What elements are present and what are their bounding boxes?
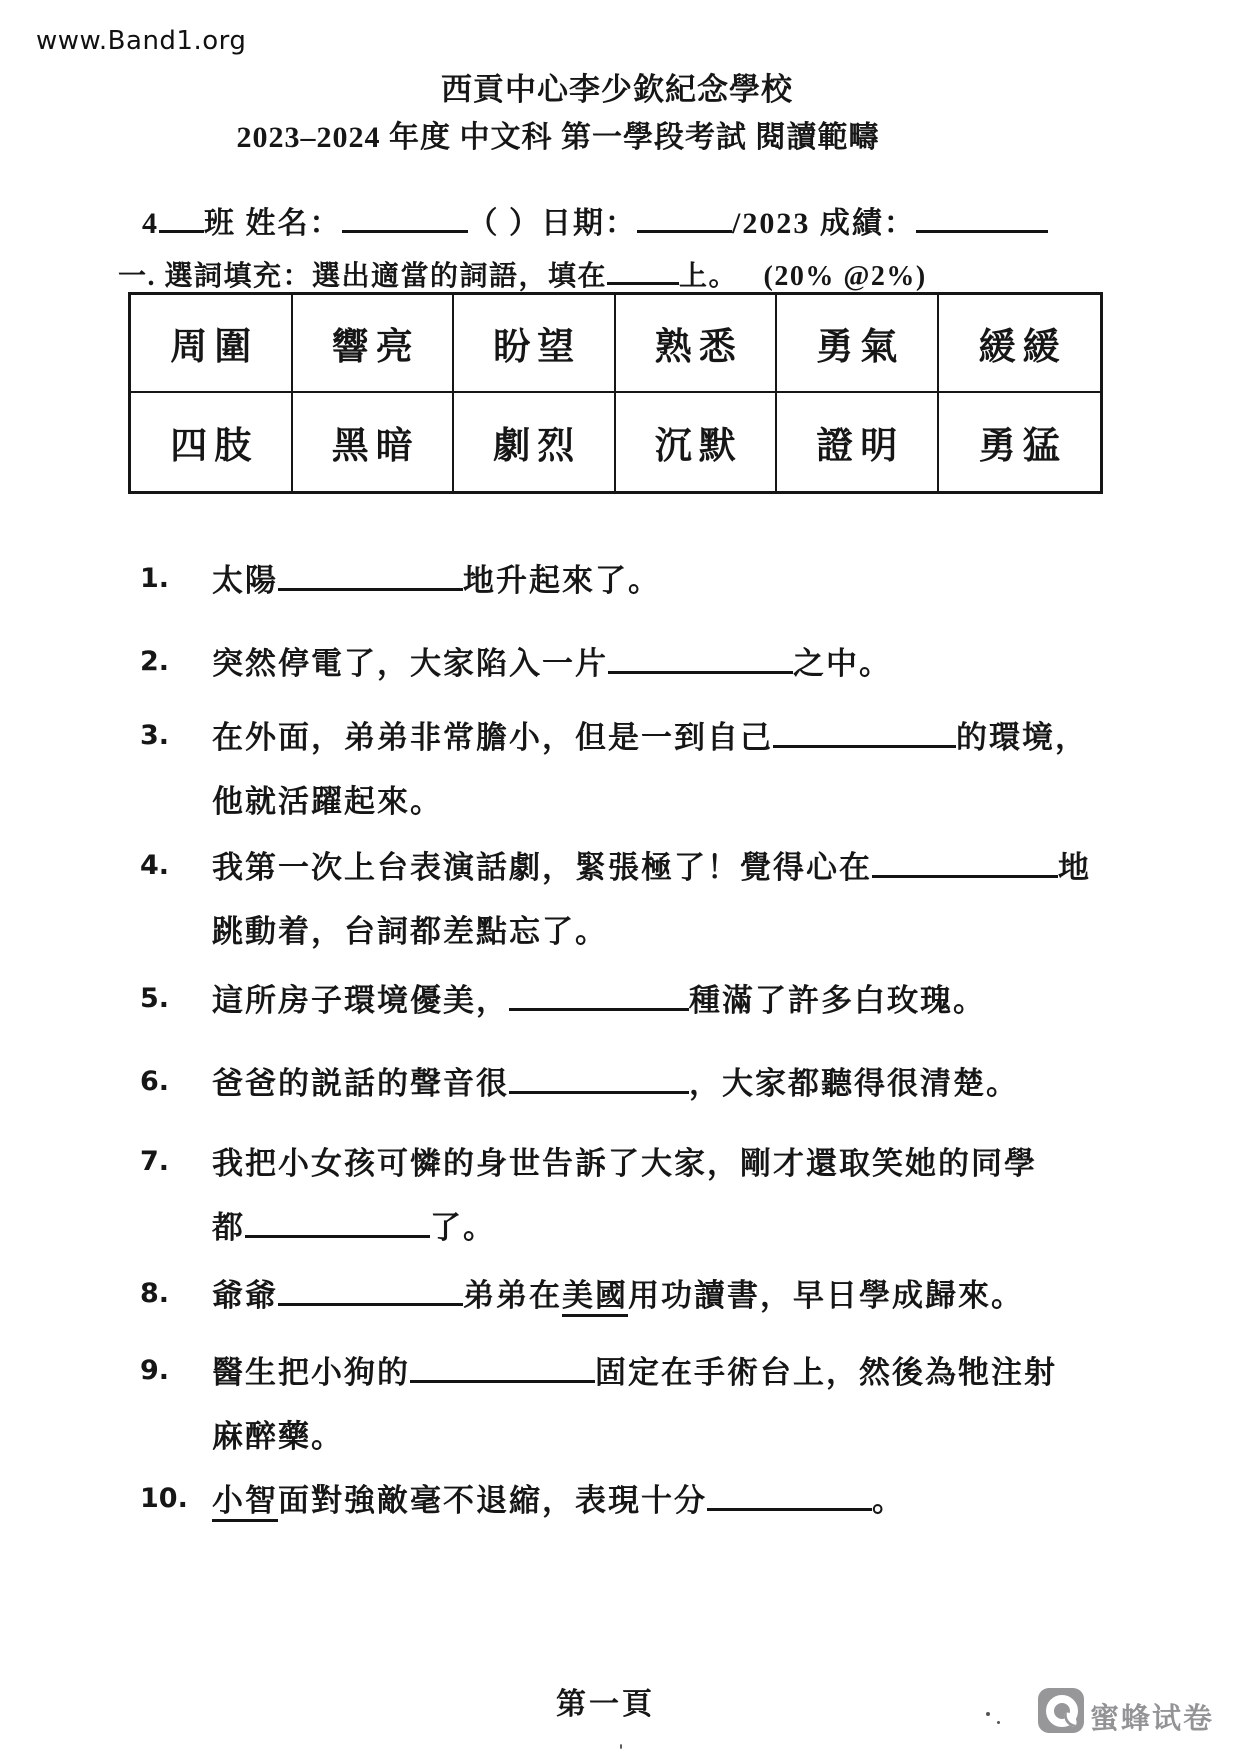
question-text: 都	[212, 1210, 245, 1245]
question-number: 4.	[140, 850, 170, 881]
question-text: 面對強敵毫不退縮，表現十分	[278, 1483, 707, 1518]
answer-blank	[509, 1057, 689, 1094]
answer-blank	[509, 974, 689, 1011]
page-number: 第一頁	[556, 1688, 655, 1721]
year-suffix: /2023	[732, 207, 811, 240]
question-text: 種滿了許多白玫瑰。	[689, 983, 986, 1018]
question-text: 我第一次上台表演話劇，緊張極了！覺得心在	[212, 850, 872, 885]
word-bank-cell: 周圍	[131, 295, 293, 393]
question-text: 這所房子環境優美，	[212, 983, 509, 1018]
question-text: 弟弟在	[463, 1278, 562, 1313]
answer-blank	[410, 1346, 595, 1383]
question-number: 5.	[140, 983, 170, 1014]
word-bank-cell: 沉默	[616, 393, 778, 491]
question-text: 地	[1058, 850, 1091, 885]
word-bank-cell: 勇猛	[978, 426, 1067, 467]
date-blank	[637, 196, 732, 233]
instruction-post: 上。	[679, 261, 739, 292]
scan-speck	[620, 1744, 622, 1749]
word-bank-cell: 證明	[777, 393, 939, 491]
section-one-instruction	[118, 254, 927, 294]
question-text: 爸爸的説話的聲音很	[212, 1066, 509, 1101]
question-number: 9.	[140, 1355, 170, 1386]
word-bank-cell: 四肢	[131, 393, 293, 491]
name-blank	[342, 196, 468, 233]
watermark: www.Band1.org	[36, 26, 247, 56]
bee-logo-icon	[1038, 1688, 1084, 1733]
word-bank-table	[128, 292, 1103, 494]
question-number: 7.	[140, 1146, 170, 1177]
question-number: 3.	[140, 720, 170, 751]
answer-blank	[872, 841, 1058, 878]
word-bank-cell: 熟悉	[616, 295, 778, 393]
question-number: 6.	[140, 1066, 170, 1097]
class-number: 4	[142, 207, 159, 240]
question-text: 太陽	[212, 563, 278, 598]
question-text: 之中。	[793, 646, 892, 681]
answer-blank	[707, 1474, 872, 1511]
question-text: 。	[872, 1483, 905, 1518]
question-text: 麻醉藥。	[212, 1419, 344, 1454]
word-bank-cell: 緩緩	[939, 295, 1101, 393]
question-number: 8.	[140, 1278, 170, 1309]
answer-blank	[278, 554, 463, 591]
answer-blank	[278, 1269, 463, 1306]
question-text: 在外面，弟弟非常膽小，但是一到自己	[212, 720, 773, 755]
answer-blank	[245, 1201, 430, 1238]
class-blank	[159, 196, 204, 233]
question-text: 用功讀書，早日學成歸來。	[628, 1278, 1024, 1313]
underlined-word: 美國	[562, 1278, 628, 1317]
score-blank	[916, 196, 1048, 233]
question-text: 了。	[430, 1210, 496, 1245]
question-number: 10.	[140, 1483, 188, 1514]
exam-title: 2023–2024 年度 中文科 第一學段考試 閱讀範疇	[236, 121, 880, 154]
question-text: 地升起來了。	[463, 563, 661, 598]
answer-blank	[608, 637, 793, 674]
question-text: 我把小女孩可憐的身世告訴了大家，剛才還取笑她的同學	[212, 1146, 1037, 1181]
question-text: 固定在手術台上，然後為牠注射	[595, 1355, 1057, 1390]
question-text: ，大家都聽得很清楚。	[689, 1066, 1019, 1101]
scan-speck	[986, 1712, 990, 1716]
answer-blank	[773, 711, 956, 748]
question-text: 爺爺	[212, 1278, 278, 1313]
student-info-line	[142, 196, 1048, 242]
question-text: 醫生把小狗的	[212, 1355, 410, 1390]
question-number: 1.	[140, 563, 170, 594]
word-bank-cell: 勇氣	[777, 295, 939, 393]
score-label: 成績：	[819, 207, 916, 240]
word-bank-cell: 盼望	[454, 295, 616, 393]
question-text: 突然停電了，大家陷入一片	[212, 646, 608, 681]
brand-logo	[1038, 1688, 1238, 1734]
date-label: 日期：	[541, 207, 637, 240]
instruction-blank	[607, 254, 679, 285]
question-number: 2.	[140, 646, 170, 677]
scan-speck	[997, 1721, 1000, 1724]
question-text: 他就活躍起來。	[212, 784, 443, 819]
word-bank-cell: 響亮	[293, 295, 455, 393]
brand-name: 蜜蜂试卷	[1090, 1701, 1215, 1735]
question-text: 的環境，	[956, 720, 1088, 755]
question-text: 跳動着，台詞都差點忘了。	[212, 914, 608, 949]
word-bank-cell: 黑暗	[293, 393, 455, 491]
underlined-word: 小智	[212, 1483, 278, 1522]
word-bank-cell: 劇烈	[454, 393, 616, 491]
school-name: 西貢中心李少欽紀念學校	[441, 72, 793, 107]
student-number-parentheses: （ ）	[467, 207, 541, 240]
section-marks: (20% @2%)	[763, 261, 927, 292]
class-name-labels: 班 姓名：	[204, 207, 342, 240]
instruction-pre: 一. 選詞填充：選出適當的詞語，填在	[118, 261, 608, 292]
